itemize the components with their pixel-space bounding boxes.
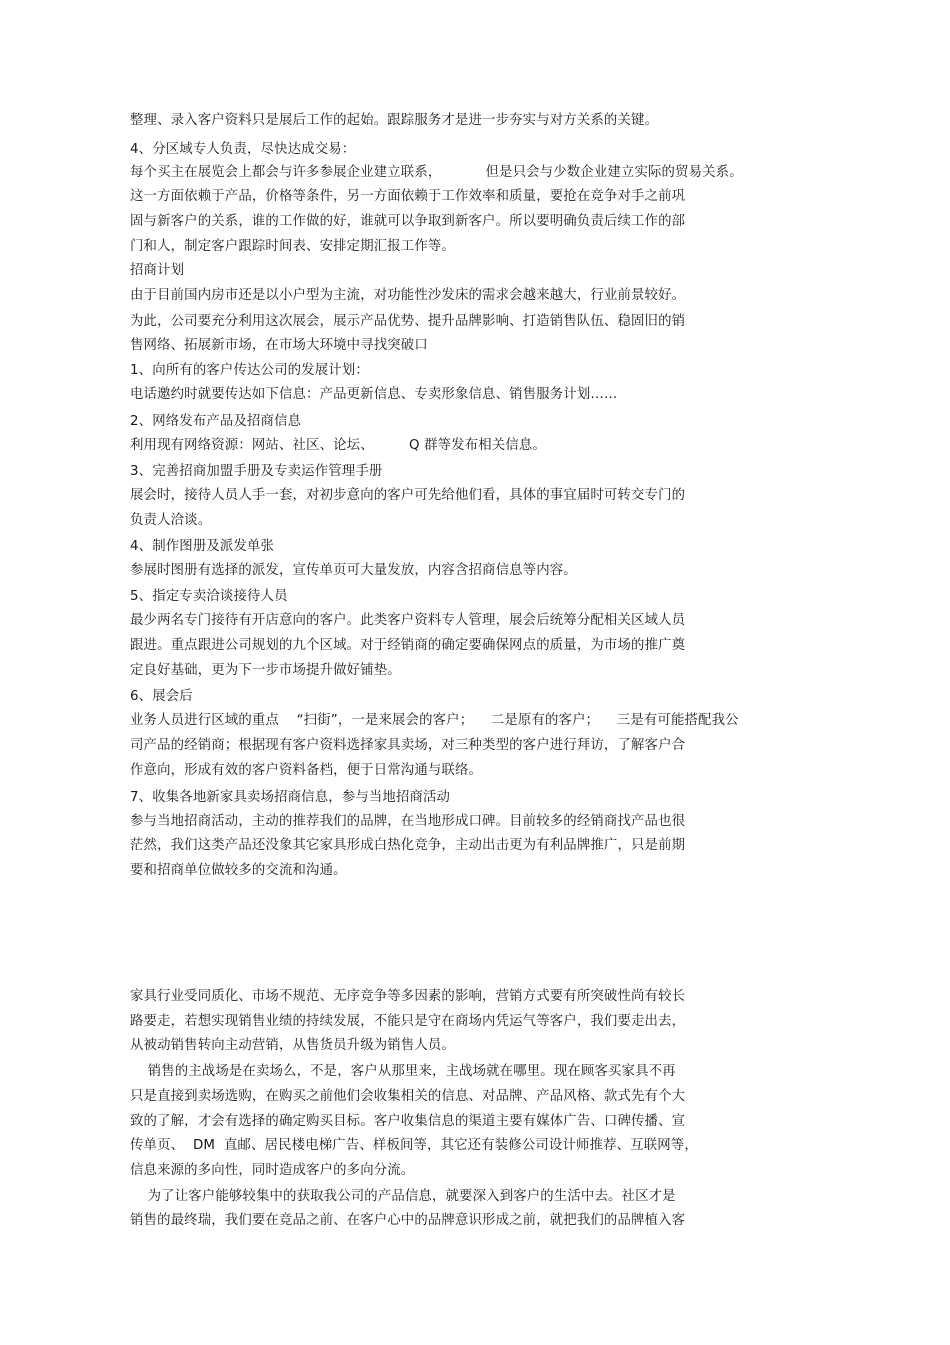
text-line: 售网络、拓展新市场，在市场大环境中寻找突破口 (130, 338, 428, 353)
text-line: 利用现有网络资源：网站、社区、论坛、 Q 群等发布相关信息。 (130, 438, 546, 453)
item-heading-7: 7、收集各地新家具卖场招商信息，参与当地招商活动 (130, 790, 451, 805)
item-heading-2: 2、网络发布产品及招商信息 (130, 414, 302, 429)
item-heading-1: 1、向所有的客户传达公司的发展计划： (130, 363, 369, 378)
text-line: 定良好基础，更为下一步市场提升做好铺垫。 (130, 663, 401, 678)
text-line: 业务人员进行区域的重点 “扫街”，一是来展会的客户； 二是原有的客户； 三是有可能搭配我公 (130, 713, 739, 728)
item-heading-4: 4、制作图册及派发单张 (130, 539, 275, 554)
text-line: 信息来源的多向性，同时造成客户的多向分流。 (130, 1163, 415, 1178)
text-line: 最少两名专门接待有开店意向的客户。此类客户资料专人管理，展会后统筹分配相关区域人员 (130, 613, 686, 628)
text-line: 电话邀约时就要传达如下信息：产品更新信息、专卖形象信息、销售服务计划…… (130, 387, 618, 402)
item-heading-3: 3、完善招商加盟手册及专卖运作管理手册 (130, 464, 383, 479)
text-line: 整理、录入客户资料只是展后工作的起始。跟踪服务才是进一步夯实与对方关系的关键。 (130, 113, 659, 128)
text-line: 每个买主在展览会上都会与许多参展企业建立联系， 但是只会与少数企业建立实际的贸易关系。 (130, 165, 743, 180)
text-line: 传单页、 DM 直邮、居民楼电梯广告、样板间等，其它还有装修公司设计师推荐、互联网等， (130, 1138, 698, 1153)
text-line: 这一方面依赖于产品，价格等条件，另一方面依赖于工作效率和质量，要抢在竞争对手之前巩 (130, 189, 686, 204)
text-line: 跟进。重点跟进公司规划的九个区域。对于经销商的确定要确保网点的质量，为市场的推广奠 (130, 638, 686, 653)
text-line: 司产品的经销商；根据现有客户资料选择家具卖场，对三种类型的客户进行拜访，了解客户合 (130, 738, 686, 753)
text-line: 固与新客户的关系，谁的工作做的好，谁就可以争取到新客户。所以要明确负责后续工作的部 (130, 214, 686, 229)
text-line: 从被动销售转向主动营销，从售货员升级为销售人员。 (130, 1038, 455, 1053)
text-line: 展会时，接待人员人手一套，对初步意向的客户可先给他们看，具体的事宜届时可转交专门的 (130, 488, 686, 503)
item-heading-6: 6、展会后 (130, 689, 193, 704)
text-line: 茫然，我们这类产品还没象其它家具形成白热化竞争，主动出击更为有利品牌推广，只是前期 (130, 838, 686, 853)
text-line: 作意向，形成有效的客户资料备档，便于日常沟通与联络。 (130, 763, 483, 778)
heading-4: 4、分区域专人负责，尽快达成交易： (130, 142, 356, 157)
text-line: 要和招商单位做较多的交流和沟通。 (130, 863, 347, 878)
text-line: 销售的主战场是在卖场么，不是，客户从那里来，主战场就在哪里。现在顾客买家具不再 (130, 1064, 676, 1079)
text-line: 销售的最终瑞，我们要在竞品之前、在客户心中的品牌意识形成之前，就把我们的品牌植入客 (130, 1213, 686, 1228)
text-line: 家具行业受同质化、市场不规范、无序竞争等多因素的影响，营销方式要有所突破性尚有较长 (130, 989, 686, 1004)
item-heading-5: 5、指定专卖洽谈接待人员 (130, 589, 288, 604)
text-line: 为此，公司要充分利用这次展会，展示产品优势、提升品牌影响、打造销售队伍、稳固旧的销 (130, 314, 686, 329)
text-line: 只是直接到卖场选购，在购买之前他们会收集相关的信息、对品牌、产品风格、款式先有个大 (130, 1089, 686, 1104)
text-line: 路要走，若想实现销售业绩的持续发展，不能只是守在商场内凭运气等客户，我们要走出去， (130, 1014, 686, 1029)
text-line: 由于目前国内房市还是以小户型为主流，对功能性沙发床的需求会越来越大，行业前景较好。 (130, 288, 686, 303)
text-line: 致的了解，才会有选择的确定购买目标。客户收集信息的渠道主要有媒体广告、口碑传播、宣 (130, 1114, 686, 1129)
text-line: 门和人，制定客户跟踪时间表、安排定期汇报工作等。 (130, 239, 455, 254)
text-line: 参展时图册有选择的派发，宣传单页可大量发放，内容含招商信息等内容。 (130, 563, 577, 578)
text-line: 参与当地招商活动，主动的推荐我们的品牌，在当地形成口碑。目前较多的经销商找产品也很 (130, 814, 686, 829)
text-line: 负责人洽谈。 (130, 513, 212, 528)
section-title: 招商计划 (130, 263, 185, 278)
text-line: 为了让客户能够较集中的获取我公司的产品信息，就要深入到客户的生活中去。社区才是 (130, 1189, 676, 1204)
